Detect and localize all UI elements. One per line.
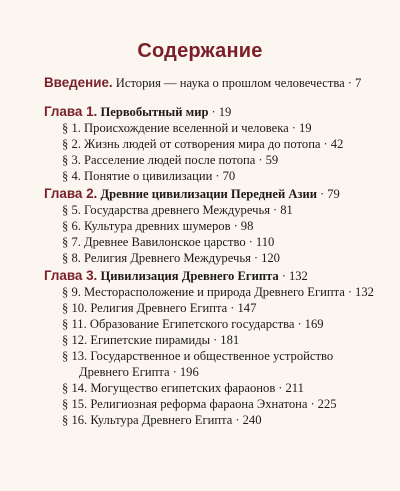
section-number: § 10. xyxy=(62,301,88,315)
chapter-name: Цивилизация Древнего Египта xyxy=(100,269,279,283)
section-page: 70 xyxy=(222,169,236,183)
section-page: 211 xyxy=(285,381,304,395)
section-number: § 9. xyxy=(62,285,81,299)
toc-entry[interactable]: § 12. Египетские пирамиды · 181 xyxy=(62,333,240,347)
section-title: Древнее Вавилонское царство xyxy=(84,235,246,249)
section-number: § 13. xyxy=(62,349,88,363)
section-title: Государственное и общественное устройство xyxy=(90,349,334,363)
section-number: § 12. xyxy=(62,333,88,347)
section-title: Жизнь людей от сотворения мира до потопа xyxy=(84,137,321,151)
toc-entry[interactable]: § 14. Могущество египетских фараонов · 211 xyxy=(62,381,304,395)
section-title: Происхождение вселенной и человека xyxy=(84,121,289,135)
chapter-page: 132 xyxy=(288,269,308,283)
toc-entry-continuation[interactable]: Древнего Египта · 196 xyxy=(79,365,199,379)
section-title: Могущество египетских фараонов xyxy=(90,381,276,395)
section-page: 98 xyxy=(240,219,254,233)
toc-entry[interactable]: § 2. Жизнь людей от сотворения мира до потопа · 42 xyxy=(62,137,344,151)
section-number: § 1. xyxy=(62,121,81,135)
section-title: Государства древнего Междуречья xyxy=(84,203,271,217)
section-number: § 3. xyxy=(62,153,81,167)
chapter-heading-2[interactable]: Глава 2. Древние цивилизации Передней Азии · 79 xyxy=(44,186,340,201)
section-title: Понятие о цивилизации xyxy=(84,169,213,183)
intro-label: Введение. xyxy=(44,75,113,90)
toc-entry[interactable]: § 9. Месторасположение и природа Древнего Египта · 132 xyxy=(62,285,374,299)
section-title: Культура древних шумеров xyxy=(84,219,231,233)
chapter-name: Первобытный мир xyxy=(100,105,209,119)
chapter-page: 19 xyxy=(218,105,232,119)
toc-entry[interactable] xyxy=(62,348,333,364)
section-title: Египетские пирамиды xyxy=(90,333,211,347)
toc-entry[interactable]: § 15. Религиозная реформа фараона Эхнатона · 225 xyxy=(62,397,337,411)
section-title: Религия Древнего Междуречья xyxy=(84,251,251,265)
toc-entry[interactable]: § 10. Религия Древнего Египта · 147 xyxy=(62,301,257,315)
intro-line[interactable]: Введение. История — наука о прошлом человечества · 7 xyxy=(44,75,362,90)
section-title: Религия Древнего Египта xyxy=(90,301,228,315)
page-title: Содержание xyxy=(137,40,263,62)
section-page: 147 xyxy=(237,301,257,315)
chapter-label: Глава 3. xyxy=(44,268,98,283)
section-page: 169 xyxy=(304,317,324,331)
section-number: § 5. xyxy=(62,203,81,217)
toc-entry[interactable]: § 3. Расселение людей после потопа · 59 xyxy=(62,153,279,167)
intro-page: 7 xyxy=(354,76,362,90)
chapter-heading-3[interactable]: Глава 3. Цивилизация Древнего Египта · 132 xyxy=(44,268,308,283)
section-number: § 2. xyxy=(62,137,81,151)
section-number: § 15. xyxy=(62,397,88,411)
intro-text: История — наука о прошлом человечества xyxy=(115,76,345,90)
toc-entry[interactable]: § 6. Культура древних шумеров · 98 xyxy=(62,219,254,233)
section-title: Образование Египетского государства xyxy=(89,317,295,331)
section-page: 19 xyxy=(298,121,312,135)
chapter-name: Древние цивилизации Передней Азии xyxy=(100,187,318,201)
toc-entry[interactable]: § 7. Древнее Вавилонское царство · 110 xyxy=(62,235,275,249)
section-title-continued: Древнего Египта xyxy=(79,365,170,379)
section-page: 240 xyxy=(242,413,262,427)
section-page: 120 xyxy=(261,251,280,265)
section-page: 110 xyxy=(255,235,275,249)
toc-entry[interactable]: § 1. Происхождение вселенной и человека · 19 xyxy=(62,121,312,135)
section-number: § 16. xyxy=(62,413,88,427)
section-page: 42 xyxy=(330,137,344,151)
chapter-label: Глава 2. xyxy=(44,186,98,201)
toc-entry[interactable]: § 4. Понятие о цивилизации · 70 xyxy=(62,169,236,183)
chapter-label: Глава 1. xyxy=(44,104,98,119)
section-number: § 8. xyxy=(62,251,81,265)
section-number: § 7. xyxy=(62,235,81,249)
section-title: Расселение людей после потопа xyxy=(84,153,256,167)
toc-entry[interactable]: § 16. Культура Древнего Египта · 240 xyxy=(62,413,262,427)
toc-entry[interactable]: § 8. Религия Древнего Междуречья · 120 xyxy=(62,251,280,265)
chapter-page: 79 xyxy=(327,187,340,201)
section-number: § 6. xyxy=(62,219,81,233)
section-number: § 4. xyxy=(62,169,81,183)
section-number: § 11. xyxy=(62,317,87,331)
section-page: 81 xyxy=(280,203,293,217)
section-title: Религиозная реформа фараона Эхнатона xyxy=(90,397,308,411)
toc-entry[interactable]: § 5. Государства древнего Междуречья · 81 xyxy=(62,203,293,217)
section-page: 225 xyxy=(317,397,337,411)
section-page: 181 xyxy=(220,333,240,347)
toc-entry[interactable]: § 11. Образование Египетского государства · 169 xyxy=(62,317,324,331)
section-page: 59 xyxy=(265,153,279,167)
section-page: 132 xyxy=(355,285,374,299)
section-title: Месторасположение и природа Древнего Египта xyxy=(84,285,345,299)
section-page: 196 xyxy=(179,365,199,379)
section-number: § 14. xyxy=(62,381,88,395)
section-title: Культура Древнего Египта xyxy=(90,413,233,427)
chapter-heading-1[interactable]: Глава 1. Первобытный мир · 19 xyxy=(44,104,232,119)
